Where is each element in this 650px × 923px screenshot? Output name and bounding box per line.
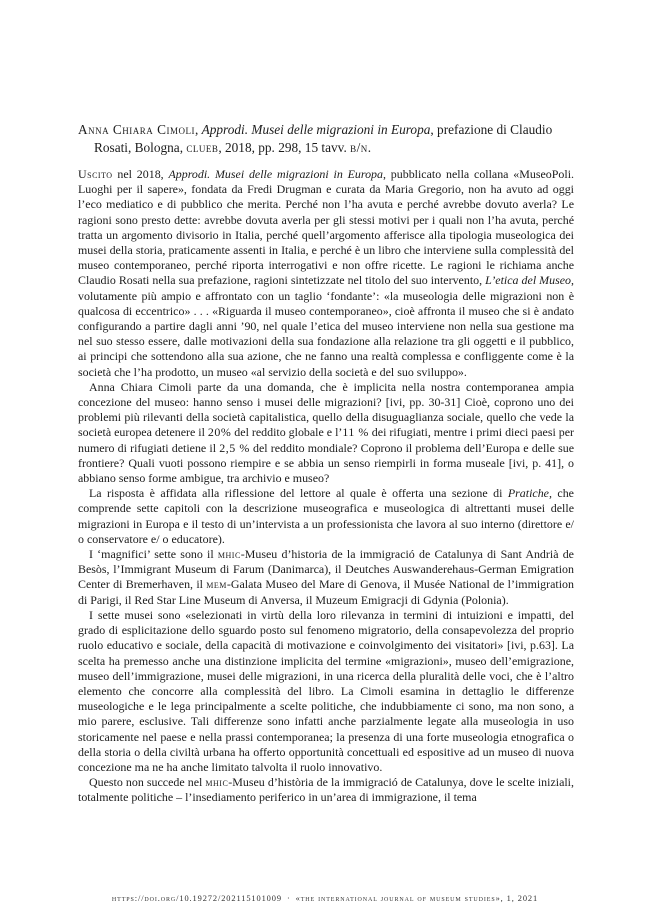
text-run: del reddito globale e l’ (231, 425, 343, 440)
text-run: che comprende sette capitoli con la descrizione museografica e museologica di altrettanti musei delle migrazioni in Europa e il testo di un’intervista a un professionista che lavora al suo interno (direttore e/ o conservatore e/ o educatore). (78, 486, 574, 546)
percentage: 20% (207, 425, 232, 440)
book-plates-note: b/n. (350, 140, 372, 155)
text-run: -Galata Museo del Mare di Genova, il Musée National de l’immigration di Parigi, il Red Star Line Museum di Anversa, il Muzeum Emigracji di Gdynia (Polonia). (78, 577, 574, 607)
percentage: 11 % (342, 425, 369, 440)
text-run: I ‘magnifici’ sette sono il (89, 547, 218, 562)
text-run: nel 2018, (112, 167, 169, 181)
book-title-inline: Approdi. Musei delle migrazioni in Europa (168, 167, 383, 181)
acronym: mhic (205, 775, 229, 790)
text-run: , pubblicato nella collana «MuseoPoli. Luoghi per il sapere», fondata da Fredi Drugman e curata da Maria Gregorio, non ha avuto ad oggi l’eco mediatico e di pubblico che merita. Perché non l’ha avuta e perché avrebbe dovuto averla? Le ragioni sono presto dette: avrebbe dovuta averla per gli stessi motivi per i quali non l’ha avuta, perché tratta un argomento divisorio in Italia, perché quell’argomento afferisce alla tipologia museologica dei musei della storia, praticamente assenti in Italia, e perché è un libro che interviene sulla complessità del museo contemporaneo, perché riporta interrogativi e non offre ricette. Le ragioni le richiama anche Claudio Rosati nella sua prefazione, ragioni sintetizzate nel titolo del suo intervento, (78, 167, 574, 288)
text-run: -Museu d’història de la immigració de Catalunya, dove le scelte iniziali, totalmente politiche – l’insediamento periferico in un’area di immigrazione, il tema (78, 775, 574, 805)
book-details-cont: , 2018, pp. 298, 15 tavv. (218, 140, 351, 155)
text-run: Questo non succede nel (89, 775, 206, 790)
text-run: Anna Chiara Cimoli parte da una domanda, che è implicita nella nostra contemporanea ampia concezione del museo: hanno senso i musei delle migrazioni? [ivi, pp. 30-31] Cioè, coprono uno dei problemi più rilevanti della società capitalistica, quello della disuguaglianza sociale, quello che vede la società europea detenere il (78, 379, 574, 440)
doi-link[interactable]: https://doi.org/10.19272/202115101009 (111, 894, 282, 903)
book-title: Approdi. Musei delle migrazioni in Europa (201, 122, 431, 137)
bibliographic-entry: Anna Chiara Cimoli, Approdi. Musei delle migrazioni in Europa, prefazione di Claudio Rosati, Bologna, clueb, 2018, pp. 298, 15 tavv. b/n. (78, 122, 553, 155)
lead-word: Uscito (78, 167, 113, 181)
paragraph-3 (78, 486, 574, 547)
text-run: La risposta è affidata alla riflessione del lettore al quale è offerta una sezione di (89, 486, 508, 501)
acronym: mem (206, 577, 227, 592)
review-heading (78, 121, 574, 157)
paragraph-4 (78, 547, 574, 608)
text-run: -Museu d’historia de la immigració de Catalunya di Sant Andrià de Besòs, l’Immigrant Museum di Farum (Danimarca), il Deutches Auswanderehaus-German Emigration Center di Bremerhaven, il (78, 547, 574, 592)
text-run: del reddito mondiale? Coprono il problema dell’Europa e delle sue frontiere? Quali vuoti possono riempire e se abbia un senso riempirli in forma museale [ivi, p. 41], o abbiano senso forme ambigue, tra archivio e museo? (78, 440, 575, 486)
acronym: mhic (217, 547, 241, 562)
book-author: Anna Chiara Cimoli (78, 122, 195, 137)
text-run: dei rifugiati, mentre i primi dieci paesi per numero di rifugiati detiene il (78, 425, 575, 455)
review-body (78, 167, 574, 806)
paragraph-5 (78, 608, 574, 775)
paragraph-1 (78, 167, 574, 380)
percentage: 2,5 % (219, 440, 250, 455)
preface-title-inline: L’etica del Museo (485, 273, 572, 288)
book-publisher: clueb (186, 140, 219, 155)
book-details: , prefazione di Claudio Rosati, Bologna, (94, 122, 553, 155)
page-footer (0, 894, 650, 903)
text-run: , volutamente più ampio e affrontato con un taglio ‘fondante’: «la museologia delle migrazioni non è qualcosa di eccentrico» . . . «Riguarda il museo contemporaneo», cioè affronta il museo che si è andato configurando a partire dagli anni ’90, nel quale l’etica del museo interviene non nella sua gestione ma nel suo stesso essere, dalle motivazioni della sua fondazione alla relazione tra gli oggetti e il pubblico, ai principi che sottendono alla sua azione, che ne fanno una realtà complessa e confliggente come è la società che l’ha prodotto, un museo «al servizio della società e del suo sviluppo». (78, 273, 574, 379)
paragraph-2 (78, 380, 574, 486)
journal-citation: «the international journal of museum studies», 1, 2021 (295, 894, 539, 903)
section-title-inline: Pratiche, (507, 486, 552, 501)
text-run: I sette musei sono «selezionati in virtù della loro rilevanza in termini di intuizioni e impatti, del grado di esplicitazione dello sguardo posto sul fenomeno migratorio, della consapevolezza del proprio ruolo educativo e sociale, della capacità di motivazione e coinvolgimento dei visitatori» [ivi, p.63]. La scelta ha premesso anche una distinzione implicita del termine «migrazioni», museo dell’emigrazione, museo dell’immigrazione, musei delle migrazioni, in una ricerca della pluralità delle voci, che è l’altro elemento che concorre alla complessità del libro. La Cimoli esamina in dettaglio le differenze museologiche e le lega principalmente a scelte politiche, che indubbiamente ci sono, ma non sono, a mio parere, esclusive. Tali differenze sono infatti anche parzialmente legate alla museologia in uso storicamente nel paese e nella prassi contemporanea; la presenza di una forte museologia etnografica o della storia o della civiltà urbana ha offerto opportunità concettuali ed espositive ad un museo di nuova concezione ma ne ha anche limitato talvolta il ruolo innovativo. (78, 607, 574, 774)
paragraph-6 (78, 775, 574, 805)
footer-separator: · (286, 894, 291, 903)
